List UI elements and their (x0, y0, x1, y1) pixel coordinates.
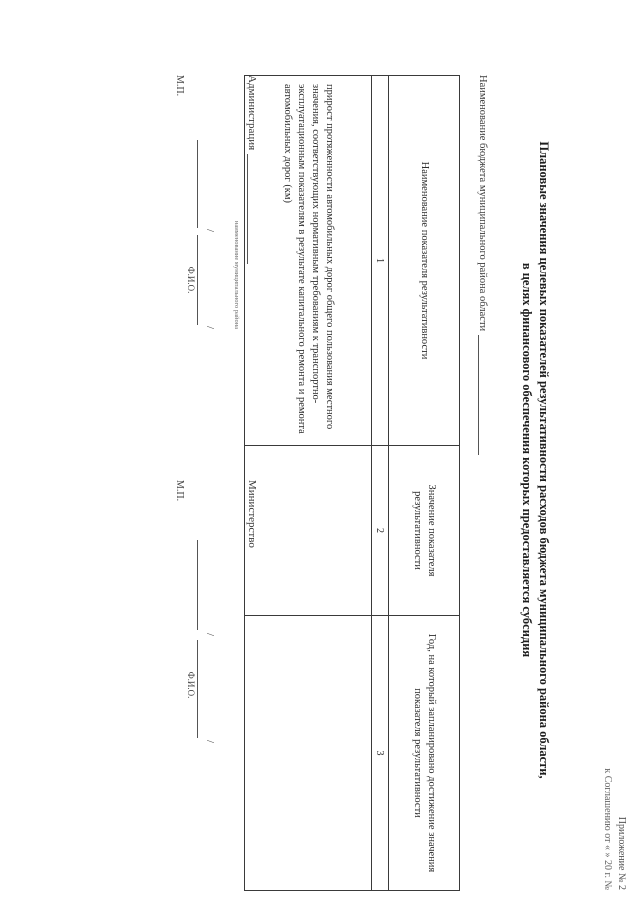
column-number: 2 (372, 446, 389, 616)
signature-slash: / (204, 326, 216, 330)
indicator-name-cell: прирост протяженности автомобильных дорог общего пользования местного значения, соответствующих нормативным требованиям к транспортно-эксплуатационным показателям в результате капитального ремонта и ремонта автомобильных дорог (км) (245, 76, 372, 446)
column-number: 3 (372, 616, 389, 891)
title-line-1: Плановые значения целевых показателей результативности расходов бюджета муниципального района области, (537, 141, 551, 779)
table-header-row (389, 76, 460, 891)
column-number: 1 (372, 76, 389, 446)
header-indicator-name: Наименование показателя результативности (389, 76, 460, 446)
annex-number: Приложение № 2 (616, 816, 627, 890)
ministry-signature-line (197, 540, 212, 630)
administration-label: Администрация (246, 75, 258, 151)
signature-slash: / (204, 740, 216, 744)
header-target-year: Год, на который запланировано достижение значения показателя результативности (389, 616, 460, 891)
administration-signature-line (197, 140, 212, 228)
ministry-signature-title: Министерство (246, 480, 258, 548)
ministry-fio-caption: Ф.И.О. (186, 671, 196, 699)
title-line-2: в целях финансового обеспечения которых предоставляется субсидия (520, 262, 534, 658)
ministry-fio-line (197, 640, 212, 738)
signature-slash: / (204, 633, 216, 637)
table-column-numbers-row (372, 76, 389, 891)
budget-name-blank (478, 335, 479, 455)
annex-agreement-ref: к Соглашению от « » 20 г. № (602, 768, 613, 890)
annex-header (600, 700, 628, 890)
administration-signature-title (246, 75, 258, 264)
signature-slash: / (204, 229, 216, 233)
administration-fio-caption: Ф.И.О. (186, 266, 196, 294)
budget-name-line (477, 75, 488, 635)
header-indicator-value: Значение показателя результативности (389, 446, 460, 616)
administration-seal-place: М.П. (174, 75, 185, 97)
budget-name-label: Наименование бюджета муниципального района области (477, 75, 488, 332)
indicators-table (244, 75, 460, 891)
ministry-seal-place: М.П. (174, 480, 185, 502)
document-title (518, 40, 552, 880)
table-row (245, 76, 372, 891)
indicator-value-cell (245, 446, 372, 616)
target-year-cell (245, 616, 372, 891)
administration-name-caption: наименование муниципального района (233, 220, 240, 330)
administration-name-blank (247, 154, 248, 264)
administration-fio-line (197, 235, 212, 325)
